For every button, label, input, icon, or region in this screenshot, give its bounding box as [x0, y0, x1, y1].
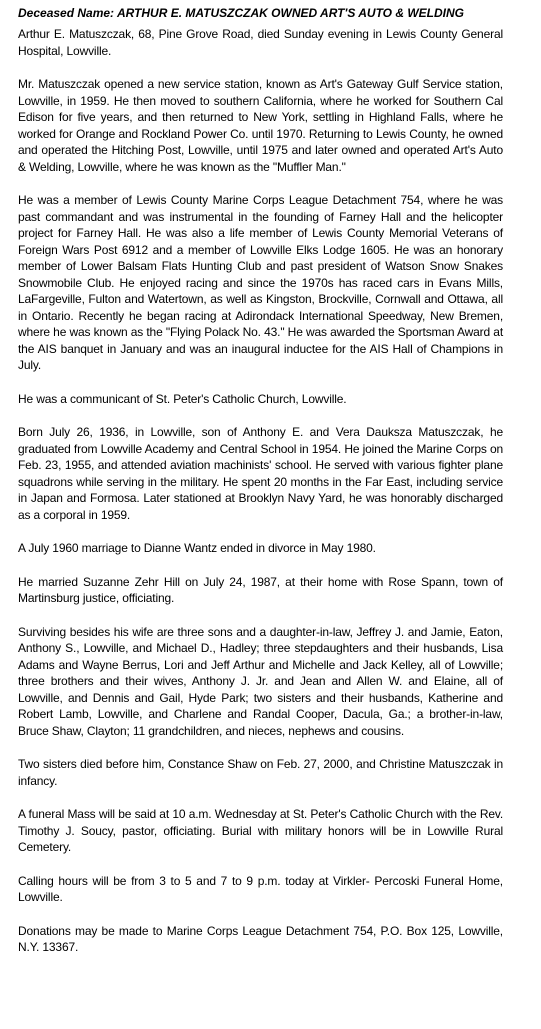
paragraph-predeceased: Two sisters died before him, Constance Shaw on Feb. 27, 2000, and Christine Matuszczak in infancy.	[18, 757, 503, 788]
obituary-title: Deceased Name: ARTHUR E. MATUSZCZAK OWNED ART'S AUTO & WELDING	[18, 6, 465, 20]
paragraph-church: He was a communicant of St. Peter's Catholic Church, Lowville.	[18, 391, 347, 406]
paragraph-funeral: A funeral Mass will be said at 10 a.m. Wednesday at St. Peter's Catholic Church with the Rev. Timothy J. Soucy, pastor, officiating. Burial with military honors will be in Lowville Rural Cemetery.	[18, 807, 503, 854]
paragraph-career: Mr. Matuszczak opened a new service station, known as Art's Gateway Gulf Service station, Lowville, in 1959. He then moved to southern California, where he worked for Southern Cal Edison for five years, and then returned to New York, settling in Highland Falls, where he worked for Orange and Rockland Power Co. until 1970. Returning to Lewis County, he owned and operated the Hitching Post, Lowville, until 1975 and later owned and operated Art's Auto & Welding, Lowville, where he was known as the "Muffler Man."	[18, 77, 503, 174]
paragraph-second-marriage: He married Suzanne Zehr Hill on July 24, 1987, at their home with Rose Spann, town of Martinsburg justice, officiating.	[18, 574, 503, 605]
paragraph-donations: Donations may be made to Marine Corps League Detachment 754, P.O. Box 125, Lowville, N.Y. 13367.	[18, 923, 503, 954]
paragraph-first-marriage: A July 1960 marriage to Dianne Wantz ended in divorce in May 1980.	[18, 541, 376, 555]
paragraph-death-notice: Arthur E. Matuszczak, 68, Pine Grove Road, died Sunday evening in Lewis County General Hospital, Lowville.	[18, 27, 503, 58]
paragraph-memberships: He was a member of Lewis County Marine Corps League Detachment 754, where he was past commandant and was instrumental in the founding of Farney Hall and the helicopter project for Farney Hall. He was also a life member of Lewis County Memorial Veterans of Foreign Wars Post 6912 and a member of Lowville Elks Lodge 1605. He was an honorary member of Lower Balsam Flats Hunting Club and past president of Watson Snow Snakes Snowmobile Club. He enjoyed racing and since the 1970s has raced cars in Evans Mills, LaFargeville, Fulton and Watertown, as well as Kingston, Brockville, Cornwall and Ottawa, all in Ontario. Recently he began racing at Adirondack International Speedway, New Bremen, where he was known as the "Flying Polack No. 43." He was awarded the Sportsman Award at the AIS banquet in January and was an inaugural inductee for the AIS Hall of Champions in July.	[18, 193, 503, 372]
paragraph-calling-hours: Calling hours will be from 3 to 5 and 7 to 9 p.m. today at Virkler- Percoski Funeral Home, Lowville.	[18, 873, 503, 904]
paragraph-survivors: Surviving besides his wife are three sons and a daughter-in-law, Jeffrey J. and Jamie, Eaton, Anthony S., Lowville, and Michael D., Hadley; three stepdaughters and their husbands, Lisa Adams and Wayne Berrus, Lori and Jeff Arthur and Michelle and Jack Kelley, all of Lowville; three brothers and their wives, Anthony J. Jr. and Jean and Allen W. and Elaine, all of Lowville, and Dennis and Gail, Hyde Park; two sisters and their husbands, Katherine and Robert Lamb, Lowville, and Charlene and Randal Cooper, Dacula, Ga.; a brother-in-law, Bruce Shaw, Clayton; 11 grandchildren, and nieces, nephews and cousins.	[18, 624, 503, 738]
paragraph-biography: Born July 26, 1936, in Lowville, son of Anthony E. and Vera Dauksza Matuszczak, he graduated from Lowville Academy and Central School in 1954. He joined the Marine Corps on Feb. 23, 1955, and attended aviation machinists' school. He served with various fighter plane squadrons while serving in the military. He spent 20 months in the Far East, including service in Japan and Formosa. Later stationed at Brooklyn Navy Yard, he was honorably discharged as a corporal in 1959.	[18, 425, 503, 522]
